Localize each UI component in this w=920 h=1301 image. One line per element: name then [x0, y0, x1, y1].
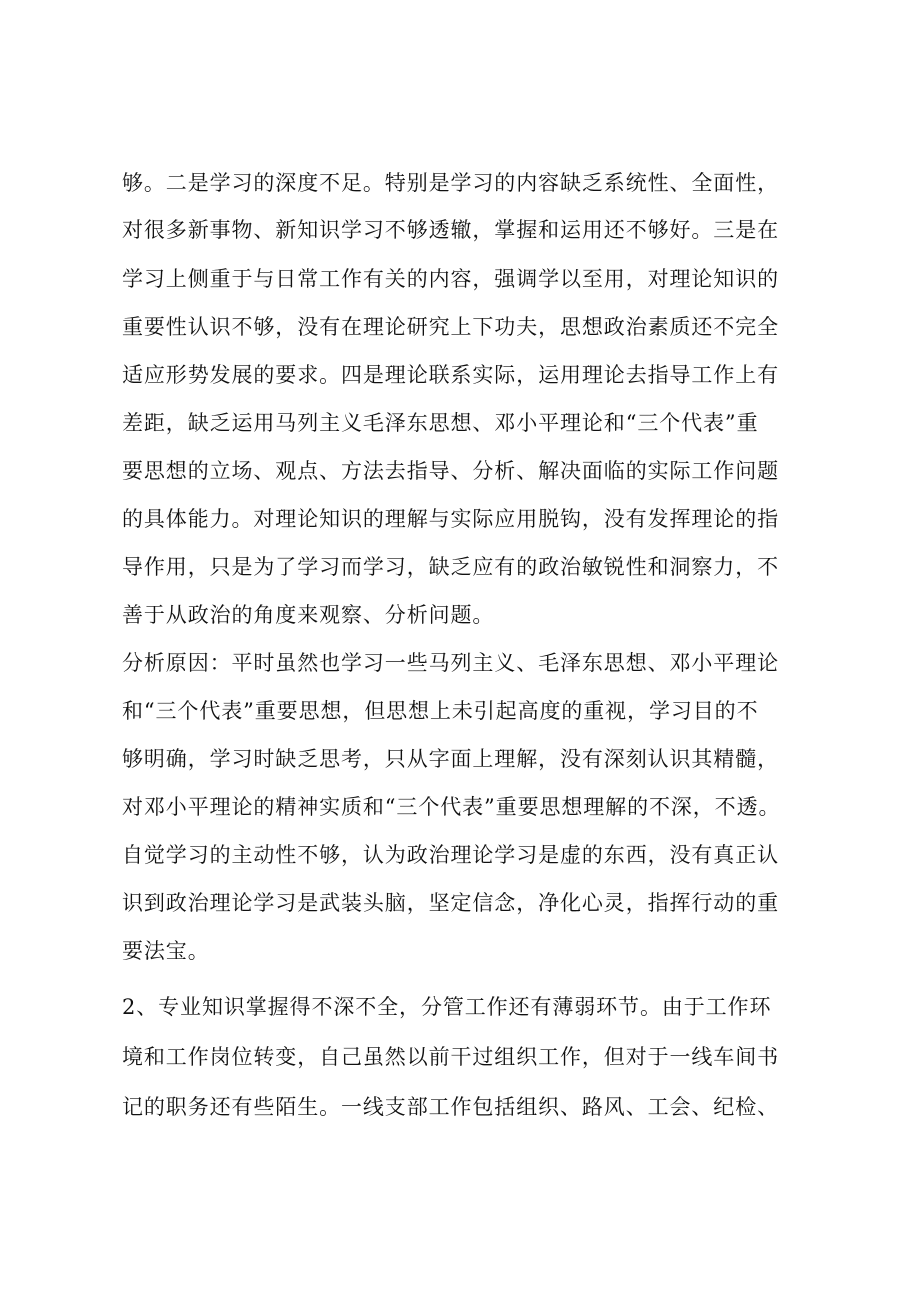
paragraph-line: 2、专业知识掌握得不深不全，分管工作还有薄弱环节。由于工作环	[122, 995, 772, 1019]
paragraph-line: 要思想的立场、观点、方法去指导、分析、解决面临的实际工作问题	[122, 459, 779, 483]
paragraph-line: 善于从政治的角度来观察、分析问题。	[122, 603, 495, 627]
paragraph-line: 导作用，只是为了学习而学习，缺乏应有的政治敏锐性和洞察力，不	[122, 555, 779, 579]
paragraph-line: 够。二是学习的深度不足。特别是学习的内容缺乏系统性、全面性，	[122, 171, 779, 195]
paragraph-line: 适应形势发展的要求。四是理论联系实际，运用理论去指导工作上有	[122, 363, 779, 387]
paragraph-line: 和“三个代表”重要思想，但思想上未引起高度的重视，学习目的不	[122, 699, 759, 723]
paragraph-line: 识到政治理论学习是武装头脑，坚定信念，净化心灵，指挥行动的重	[122, 891, 779, 915]
paragraph-line: 要法宝。	[122, 939, 210, 963]
paragraph-line: 对很多新事物、新知识学习不够透辙，掌握和运用还不够好。三是在	[122, 218, 779, 242]
paragraph-line: 境和工作岗位转变，自己虽然以前干过组织工作，但对于一线车间书	[122, 1045, 779, 1069]
paragraph-line: 对邓小平理论的精神实质和“三个代表”重要思想理解的不深，不透。	[122, 795, 781, 819]
paragraph-line: 的具体能力。对理论知识的理解与实际应用脱钩，没有发挥理论的指	[122, 507, 779, 531]
paragraph-line: 差距，缺乏运用马列主义毛泽东思想、邓小平理论和“三个代表”重	[122, 411, 759, 435]
paragraph-line: 重要性认识不够，没有在理论研究上下功夫，思想政治素质还不完全	[122, 315, 779, 339]
paragraph-line: 记的职务还有些陌生。一线支部工作包括组织、路风、工会、纪检、	[122, 1095, 779, 1119]
paragraph-line: 自觉学习的主动性不够，认为政治理论学习是虚的东西，没有真正认	[122, 843, 779, 867]
paragraph-line: 学习上侧重于与日常工作有关的内容，强调学以至用，对理论知识的	[122, 267, 779, 291]
paragraph-line: 够明确，学习时缺乏思考，只从字面上理解，没有深刻认识其精髓，	[122, 747, 779, 771]
paragraph-line: 分析原因：平时虽然也学习一些马列主义、毛泽东思想、邓小平理论	[122, 651, 779, 675]
